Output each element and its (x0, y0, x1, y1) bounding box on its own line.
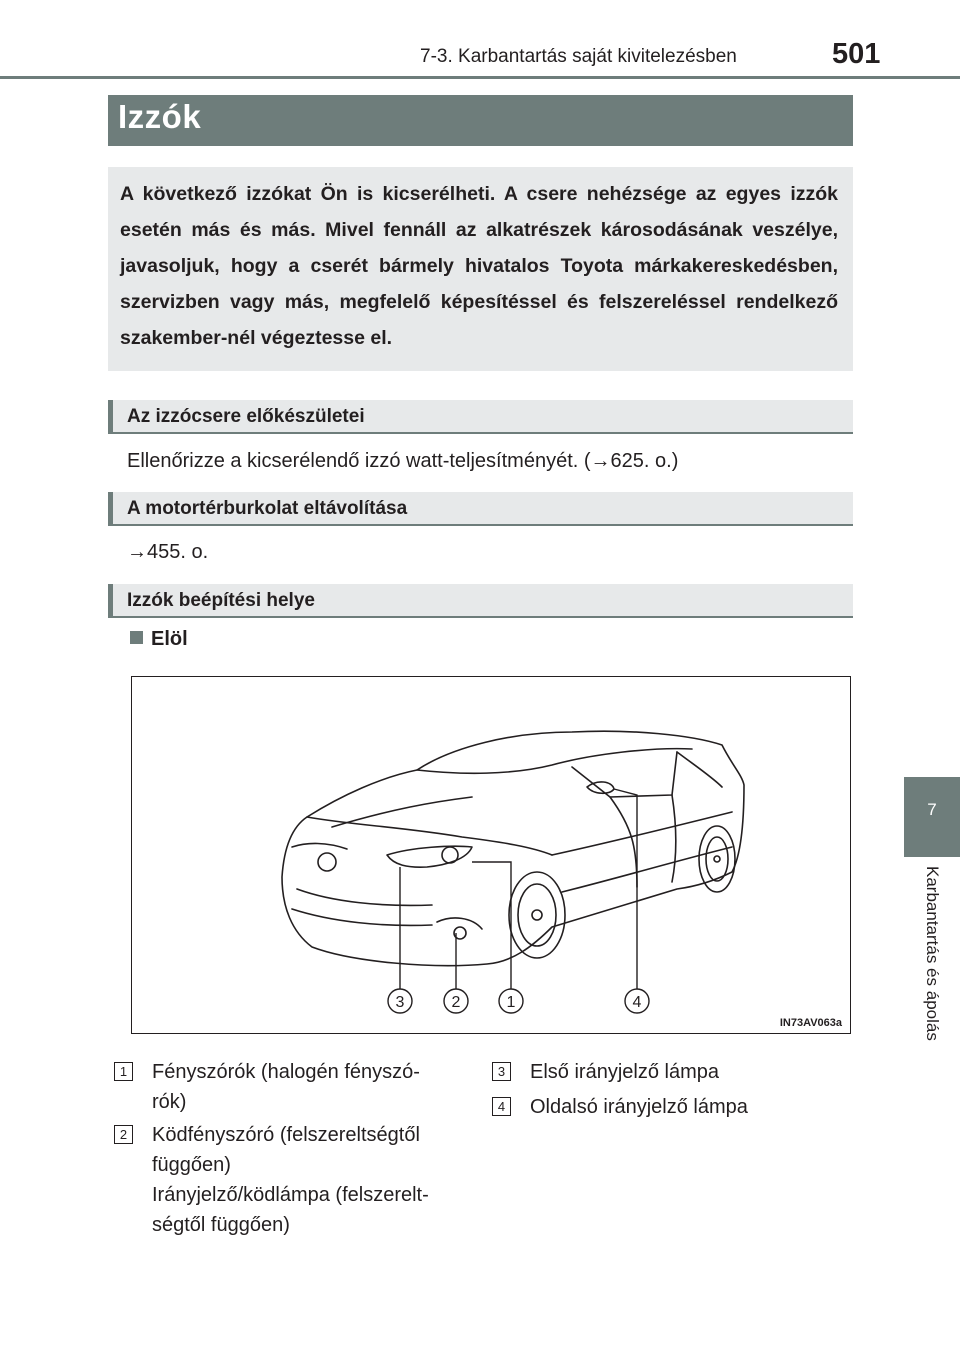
legend-line: függően) (152, 1154, 231, 1176)
page-number: 501 (832, 38, 881, 70)
legend-line: Ködfényszóró (felszereltségtől (152, 1124, 420, 1146)
figure-code: IN73AV063a (779, 1017, 842, 1029)
running-header: 7-3. Karbantartás saját kivitelezésben (420, 46, 737, 67)
legend-badge: 2 (114, 1125, 133, 1144)
section-heading-text: Izzók beépítési helye (127, 590, 315, 611)
section-heading-text: Az izzócsere előkészületei (127, 406, 365, 427)
callout-4 (625, 989, 649, 1013)
section-marker (108, 584, 113, 616)
front-subheading-text: Elöl (151, 628, 188, 650)
square-bullet-icon (130, 631, 143, 644)
intro-text: A következő izzókat Ön is kicserélheti. A csere nehézsége az egyes izzók esetén más és más. Mivel fennáll az alkatrészek károsodásának veszélye, javasoljuk, hogy a cserét bármely hivatalos Toyota márkakereskedésben, szervizben vagy más, megfelelő képesítéssel és felszereléssel rendelkező szakember-nél végeztesse el. (120, 183, 838, 349)
callout-1 (499, 989, 523, 1013)
header-rule (0, 76, 960, 79)
title-bar (108, 95, 853, 146)
callout-label: 2 (451, 994, 461, 1011)
legend-text: Oldalsó irányjelző lámpa (530, 1096, 748, 1118)
section-body-engine-cover: →455. o. (127, 541, 209, 563)
legend-text: Első irányjelző lámpa (530, 1061, 719, 1083)
callout-label: 1 (506, 994, 516, 1011)
section-body-preparation: Ellenőrizze a kicserélendő izzó watt-teljesítményét. (→625. o.) (127, 450, 679, 472)
legend-badge: 3 (492, 1062, 511, 1081)
section-marker (108, 400, 113, 432)
chapter-number: 7 (927, 800, 937, 819)
legend-line: Irányjelző/ködlámpa (felszerelt- (152, 1184, 429, 1206)
section-marker (108, 492, 113, 524)
car-drawing (132, 677, 850, 1033)
legend-text (152, 1057, 420, 1117)
car-illustration (131, 676, 851, 1034)
legend-line: ségtől függően) (152, 1214, 290, 1236)
legend-line: rók) (152, 1091, 187, 1113)
callout-label: 3 (395, 994, 405, 1011)
section-heading-preparation (108, 400, 853, 434)
legend-line: Fényszórók (halogén fényszó- (152, 1061, 420, 1083)
legend-badge: 1 (114, 1062, 133, 1081)
callout-3 (388, 989, 412, 1013)
chapter-title-text: Karbantartás és ápolás (923, 866, 942, 1041)
legend-badge: 4 (492, 1097, 511, 1116)
legend-text (152, 1120, 429, 1240)
page-title: Izzók (118, 98, 202, 135)
chapter-title (904, 866, 960, 1196)
front-subheading (130, 628, 188, 651)
callout-label: 4 (632, 994, 642, 1011)
section-heading-engine-cover (108, 492, 853, 526)
callout-2 (444, 989, 468, 1013)
section-heading-text: A motortérburkolat eltávolítása (127, 498, 408, 519)
section-heading-bulb-locations (108, 584, 853, 618)
